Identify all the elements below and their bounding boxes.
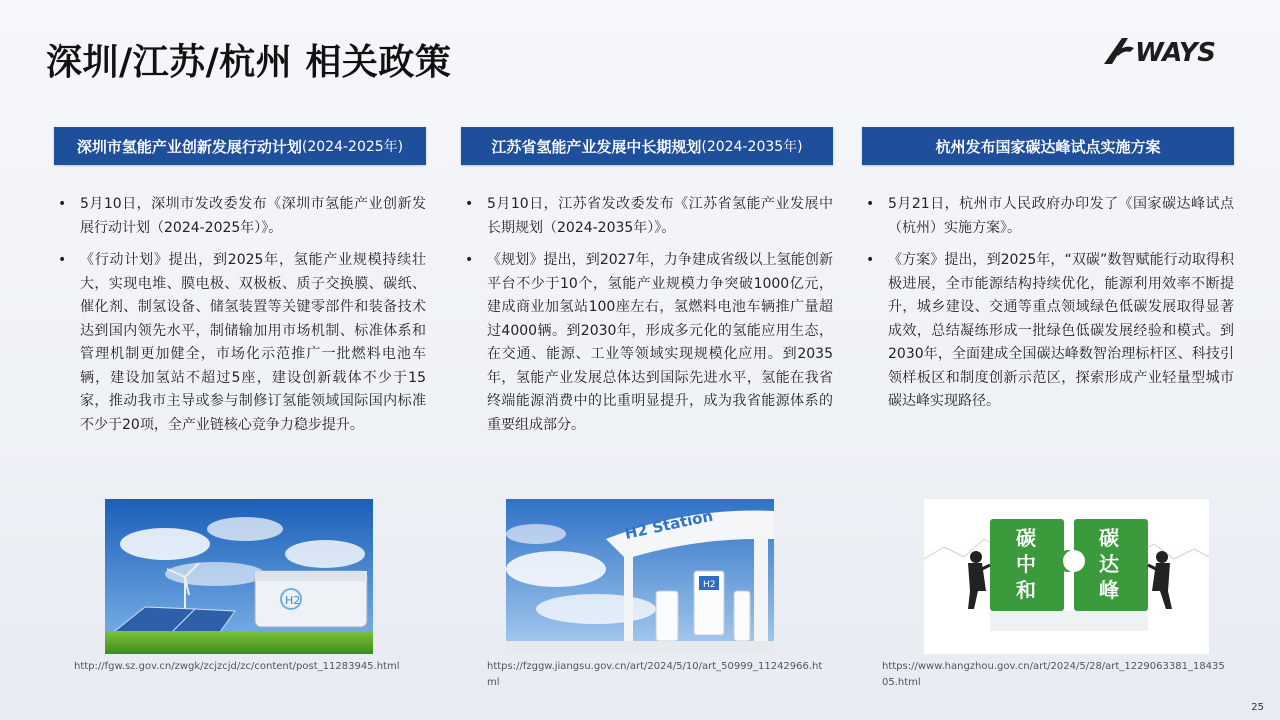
bullet-list [54, 193, 426, 437]
puzzle-left-char: 碳 [1016, 526, 1036, 550]
column-header [54, 127, 426, 165]
header-year: (2024-2025年) [301, 139, 404, 155]
bullet-list [862, 193, 1234, 414]
column-jiangsu [461, 127, 833, 446]
bullet-item: • 《方案》提出，到2025年，“双碳”数智赋能行动取得积极进展，全市能源结构持续优化，能源利用效率不断提升，城乡建设、交通等重点领域绿色低碳发展取得显著成效，总结凝练形成一批绿色低碳发展经验和模式。到2030年，全面建成全国碳达峰数智治理标杆区、科技引领样板区和制度创新示范区，探索形成产业轻量型城市碳达峰实现路径。 [862, 249, 1234, 414]
column-hangzhou [862, 127, 1234, 423]
column-header [461, 127, 833, 165]
source-link[interactable]: https://fzggw.jiangsu.gov.cn/art/2024/5/10/art_50999_11242966.html [487, 661, 823, 688]
header-title: 江苏省氢能产业发展中长期规划 [491, 137, 702, 156]
bullet-list [461, 193, 833, 437]
puzzle-left-char: 和 [1016, 578, 1036, 602]
bullet-item: • 5月21日，杭州市人民政府办印发了《国家碳达峰试点（杭州）实施方案》。 [862, 193, 1234, 240]
bullet-item: • 5月10日，深圳市发改委发布《深圳市氢能产业创新发展行动计划（2024-2025年）》。 [54, 193, 426, 240]
tank-label: H2 [285, 594, 301, 607]
source-link[interactable]: http://fgw.sz.gov.cn/zwgk/zcjzcjd/zc/content/post_11283945.html [74, 661, 400, 672]
column-shenzhen [54, 127, 426, 446]
source-link[interactable]: https://www.hangzhou.gov.cn/art/2024/5/28/art_1229063381_1843505.html [882, 661, 1225, 688]
header-title: 深圳市氢能产业创新发展行动计划 [76, 137, 302, 156]
h2-station-image [506, 499, 774, 654]
logo-text: WAYS [1135, 38, 1216, 68]
hydrogen-solar-image [105, 499, 373, 654]
carbon-puzzle-image [924, 499, 1209, 654]
puzzle-left-char: 中 [1016, 552, 1036, 576]
puzzle-right-char: 峰 [1099, 578, 1119, 602]
bullet-item: • 《规划》提出，到2027年，力争建成省级以上氢能创新平台不少于10个，氢能产业规模力争突破1000亿元，建成商业加氢站100座左右，氢燃料电池车辆推广量超过4000辆。到2030年，形成多元化的氢能应用生态，在交通、能源、工业等领域实现规模化应用。到2035年，氢能产业发展总体达到国际先进水平，氢能在我省终端能源消费中的比重明显提升，成为我省能源体系的重要组成部分。 [461, 249, 833, 437]
page-title: 深圳/江苏/杭州 相关政策 [46, 41, 452, 83]
page-number: 25 [1251, 702, 1264, 713]
header-year: (2024-2035年) [701, 139, 803, 155]
pump-label: H2 [703, 580, 716, 590]
station-sign-text: H2 Station [623, 506, 715, 543]
bullet-item: • 5月10日，江苏省发改委发布《江苏省氢能产业发展中长期规划（2024-2035年）》。 [461, 193, 833, 240]
column-header [862, 127, 1234, 165]
puzzle-right-char: 碳 [1099, 526, 1119, 550]
bullet-item: • 《行动计划》提出，到2025年，氢能产业规模持续壮大，实现电堆、膜电极、双极板、质子交换膜、碳纸、催化剂、制氢设备、储氢装置等关键零部件和装备技术达到国内领先水平，制储输加用市场机制、标准体系和管理机制更加健全，市场化示范推广一批燃料电池车辆，建设加氢站不超过5座，建设创新载体不少于15家，推动我市主导或参与制修订氢能领域国际国内标准不少于20项，全产业链核心竞争力稳步提升。 [54, 249, 426, 437]
header-title: 杭州发布国家碳达峰试点实施方案 [935, 137, 1161, 156]
puzzle-right-char: 达 [1099, 552, 1119, 576]
